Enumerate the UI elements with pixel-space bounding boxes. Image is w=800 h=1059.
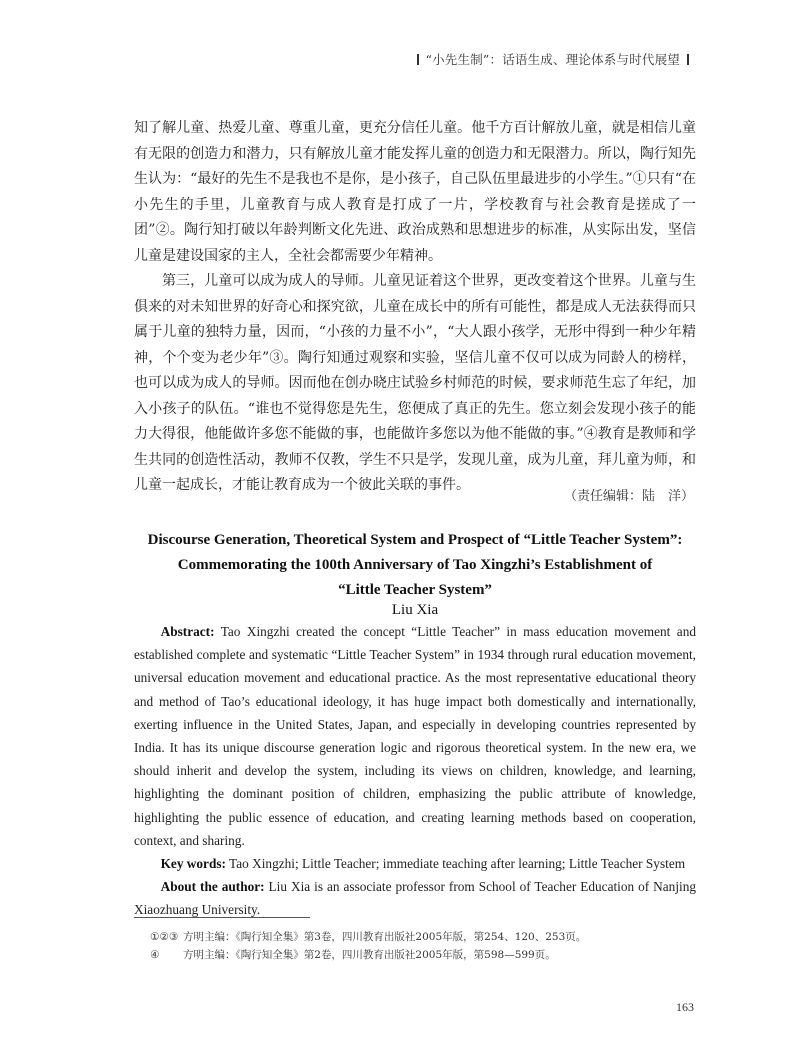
footnote-item: [150, 928, 586, 946]
body-paragraph: 第三，儿童可以成为成人的导师。儿童见证着这个世界，更改变着这个世界。儿童与生俱来的对未知世界的好奇心和探究欲，儿童在成长中的所有可能性，都是成人无法获得而只属于儿童的独特力量，因而，“小孩的力量不小”，“大人跟小孩学，无形中得到一种少年精神，个个变为老少年”③。陶行知通过观察和实验，坚信儿童不仅可以成为同龄人的榜样，也可以成为成人的导师。因而他在创办晓庄试验乡村师范的时候，要求师范生忘了年纪，加入小孩子的队伍。“谁也不觉得您是先生，您便成了真正的先生。您立刻会发现小孩子的能力大得很，他能做许多您不能做的事，也能做许多您以为他不能做的事。”④教育是教师和学生共同的创造性活动，教师不仅教，学生不只是学，发现儿童，成为儿童，拜儿童为师，和儿童一起成长，才能让教育成为一个彼此关联的事件。: [134, 273, 696, 493]
keywords-label: Key words:: [160, 856, 226, 872]
english-author: Liu Xia: [391, 602, 439, 618]
running-header-title: “小先生制”：话语生成、理论体系与时代展望: [425, 52, 680, 67]
english-abstract: [134, 620, 696, 922]
about-author-paragraph: [134, 875, 696, 921]
header-bar-right: [687, 54, 689, 65]
running-header: [410, 50, 696, 68]
english-title-line: “Little Teacher System”: [338, 582, 492, 598]
chinese-body: [134, 116, 696, 499]
keywords-paragraph: [134, 852, 696, 875]
responsible-editor: （责任编辑：陆 洋）: [563, 489, 694, 504]
abstract-text: Tao Xingzhi created the concept “Little Teacher” in mass education movement and established complete and systematic “Little Teacher System” in 1934 through rural education movement, universal education movement and educational practice. As the most representative educational theory and method of Tao’s educational ideology, it has huge impact both domestically and internationally, exerting influence in the United States, Japan, and especially in developing countries represented by India. It has its unique discourse generation logic and rigorous theoretical system. In the new era, we should inherit and develop the system, including its views on children, knowledge, and learning, highlighting the dominant position of children, emphasizing the public attribute of knowledge, highlighting the public essence of education, and creating learning methods based on cooperation, context, and sharing.: [134, 624, 696, 848]
english-title-line: Commemorating the 100th Anniversary of Tao Xingzhi’s Establishment of: [177, 557, 653, 573]
footnote-divider: [134, 917, 310, 918]
keywords-text: Tao Xingzhi; Little Teacher; immediate teaching after learning; Little Teacher System: [225, 856, 686, 872]
abstract-paragraph: [134, 620, 696, 852]
about-author-text: Liu Xia is an associate professor from School of Teacher Education of Nanjing Xiaozhuang University.: [134, 879, 697, 918]
english-title: [130, 528, 700, 603]
abstract-label: Abstract:: [160, 624, 215, 639]
footnote-text: 方明主编：《陶行知全集》第2卷，四川教育出版社2005年版，第598—599页。: [183, 949, 556, 961]
page-number: 163: [676, 1000, 694, 1014]
about-author-label: About the author:: [160, 879, 265, 895]
footnote-text: 方明主编：《陶行知全集》第3卷，四川教育出版社2005年版，第254、120、253页。: [183, 931, 587, 943]
english-title-line: Discourse Generation, Theoretical System and Prospect of “Little Teacher System”:: [147, 532, 683, 548]
footnote-item: [150, 946, 586, 964]
body-paragraph: 知了解儿童、热爱儿童、尊重儿童，更充分信任儿童。他千方百计解放儿童，就是相信儿童有无限的创造力和潜力，只有解放儿童才能发挥儿童的创造力和无限潜力。所以，陶行知先生认为：“最好的先生不是我也不是你，是小孩子，自己队伍里最进步的小学生。”①只有“在小先生的手里，儿童教育与成人教育是打成了一片，学校教育与社会教育是搓成了一团”②。陶行知打破以年龄判断文化先进、政治成熟和思想进步的标准，从实际出发，坚信儿童是建设国家的主人，全社会都需要少年精神。: [134, 120, 696, 264]
footnotes: [150, 928, 586, 964]
header-bar-left: [417, 54, 419, 65]
footnote-mark: ④: [150, 949, 160, 961]
footnote-mark: ①②③: [150, 931, 179, 943]
